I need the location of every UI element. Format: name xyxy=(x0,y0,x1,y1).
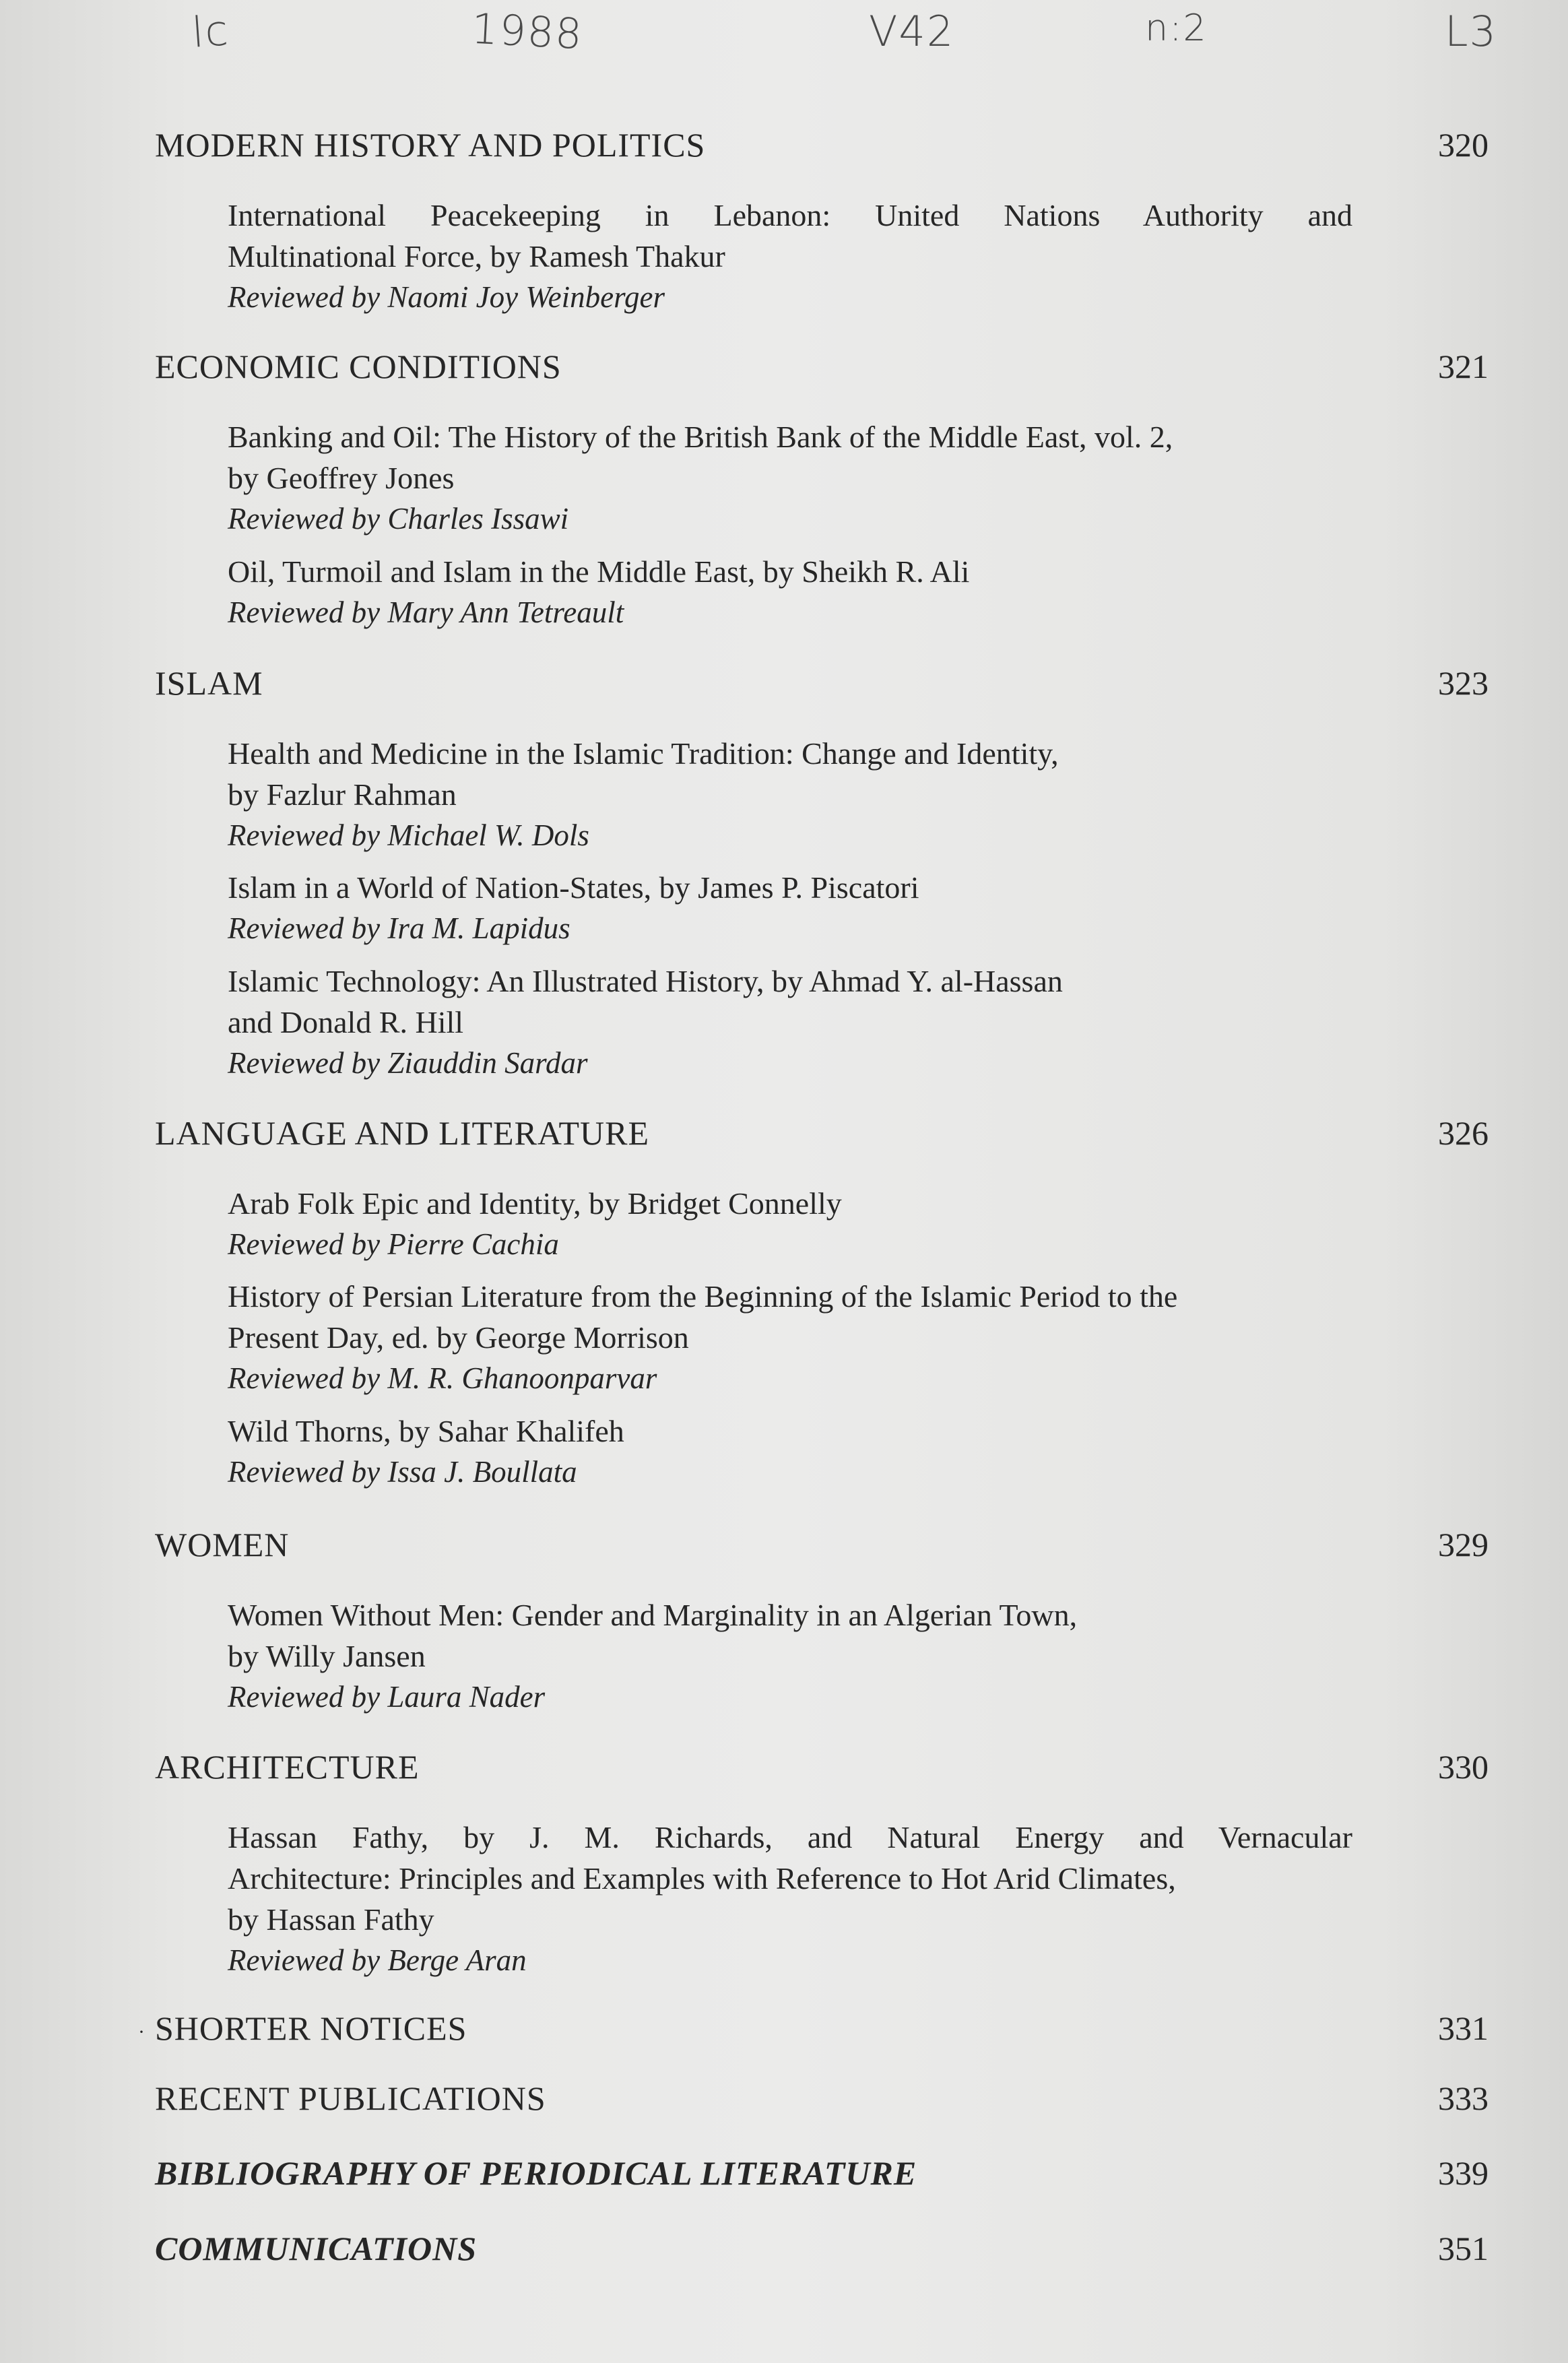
section-architecture xyxy=(155,1747,1489,1788)
section-modern-history xyxy=(155,125,1489,166)
entry-title-line: Women Without Men: Gender and Marginality in an Algerian Town, xyxy=(228,1598,1078,1632)
reviewer-line: Reviewed by Laura Nader xyxy=(228,1680,546,1714)
reviewer-line: Reviewed by Naomi Joy Weinberger xyxy=(228,280,665,314)
page-number: 333 xyxy=(1438,2079,1489,2117)
entry-title-line: Present Day, ed. by George Morrison xyxy=(228,1320,689,1355)
section-title: LANGUAGE AND LITERATURE xyxy=(155,1114,650,1152)
section-title: ARCHITECTURE xyxy=(155,1748,420,1786)
section-islam xyxy=(155,663,1489,704)
section-title: WOMEN xyxy=(155,1526,290,1563)
section-title: RECENT PUBLICATIONS xyxy=(155,2079,546,2117)
page-number: 320 xyxy=(1438,126,1489,164)
section-title: MODERN HISTORY AND POLITICS xyxy=(155,126,706,164)
reviewer-line: Reviewed by Mary Ann Tetreault xyxy=(228,595,624,629)
entry-title-line: Arab Folk Epic and Identity, by Bridget Connelly xyxy=(228,1186,842,1221)
section-title: ISLAM xyxy=(155,664,263,702)
entry-title-line: Wild Thorns, by Sahar Khalifeh xyxy=(228,1414,624,1448)
page-number: 326 xyxy=(1438,1114,1489,1152)
entry-title-line: by Hassan Fathy xyxy=(228,1902,434,1937)
page-number: 351 xyxy=(1438,2230,1489,2267)
stray-mark: · xyxy=(138,2021,145,2043)
page-number: 323 xyxy=(1438,664,1489,702)
section-shorter-notices xyxy=(155,2009,1489,2049)
section-communications xyxy=(155,2229,1489,2269)
handwritten-volume: V42 xyxy=(869,7,955,56)
entry-title-line: Multinational Force, by Ramesh Thakur xyxy=(228,239,725,273)
section-economic-conditions xyxy=(155,347,1489,387)
entry-title-line: Oil, Turmoil and Islam in the Middle East, by Sheikh R. Ali xyxy=(228,554,970,589)
section-recent-publications xyxy=(155,2079,1489,2119)
entry-title-line: by Fazlur Rahman xyxy=(228,777,457,812)
section-language-literature xyxy=(155,1113,1489,1154)
entry-title-line: by Willy Jansen xyxy=(228,1639,426,1673)
page-number: 321 xyxy=(1438,348,1489,385)
handwritten-number: n:2 xyxy=(1145,7,1208,49)
reviewer-line: Reviewed by Issa J. Boullata xyxy=(228,1455,577,1489)
reviewer-line: Reviewed by Ziauddin Sardar xyxy=(228,1046,588,1080)
entry-title-line: Islam in a World of Nation-States, by James P. Piscatori xyxy=(228,870,919,905)
handwritten-note: lc xyxy=(190,5,231,57)
page-number: 330 xyxy=(1438,1748,1489,1786)
entry-title-line: Banking and Oil: The History of the British Bank of the Middle East, vol. 2, xyxy=(228,420,1173,454)
section-title: SHORTER NOTICES xyxy=(155,2009,467,2047)
reviewer-line: Reviewed by Berge Aran xyxy=(228,1943,527,1977)
section-bibliography xyxy=(155,2154,1489,2194)
entry-title-line: Architecture: Principles and Examples with Reference to Hot Arid Climates, xyxy=(228,1861,1176,1896)
page-number: 329 xyxy=(1438,1526,1489,1563)
entry-title-line: Hassan Fathy, by J. M. Richards, and Natural Energy and Vernacular xyxy=(228,1820,1352,1854)
section-women xyxy=(155,1525,1489,1565)
section-title: BIBLIOGRAPHY OF PERIODICAL LITERATURE xyxy=(155,2154,917,2192)
entry-title-line: Health and Medicine in the Islamic Tradition: Change and Identity, xyxy=(228,736,1059,771)
reviewer-line: Reviewed by Charles Issawi xyxy=(228,502,569,536)
entry-title-line: and Donald R. Hill xyxy=(228,1005,464,1039)
handwritten-code: L3 xyxy=(1445,7,1497,56)
handwritten-year: 1988 xyxy=(470,3,585,59)
entry-title-line: International Peacekeeping in Lebanon: United Nations Authority and xyxy=(228,198,1352,232)
reviewer-line: Reviewed by Ira M. Lapidus xyxy=(228,911,570,945)
reviewer-line: Reviewed by M. R. Ghanoonparvar xyxy=(228,1361,657,1395)
section-title: ECONOMIC CONDITIONS xyxy=(155,348,562,385)
page-number: 339 xyxy=(1438,2154,1489,2192)
section-title: COMMUNICATIONS xyxy=(155,2230,478,2267)
entry-title-line: by Geoffrey Jones xyxy=(228,461,455,495)
reviewer-line: Reviewed by Michael W. Dols xyxy=(228,818,589,852)
page-number: 331 xyxy=(1438,2009,1489,2047)
entry-title-line: History of Persian Literature from the Beginning of the Islamic Period to the xyxy=(228,1279,1178,1314)
reviewer-line: Reviewed by Pierre Cachia xyxy=(228,1227,559,1261)
entry-title-line: Islamic Technology: An Illustrated History, by Ahmad Y. al-Hassan xyxy=(228,964,1063,998)
